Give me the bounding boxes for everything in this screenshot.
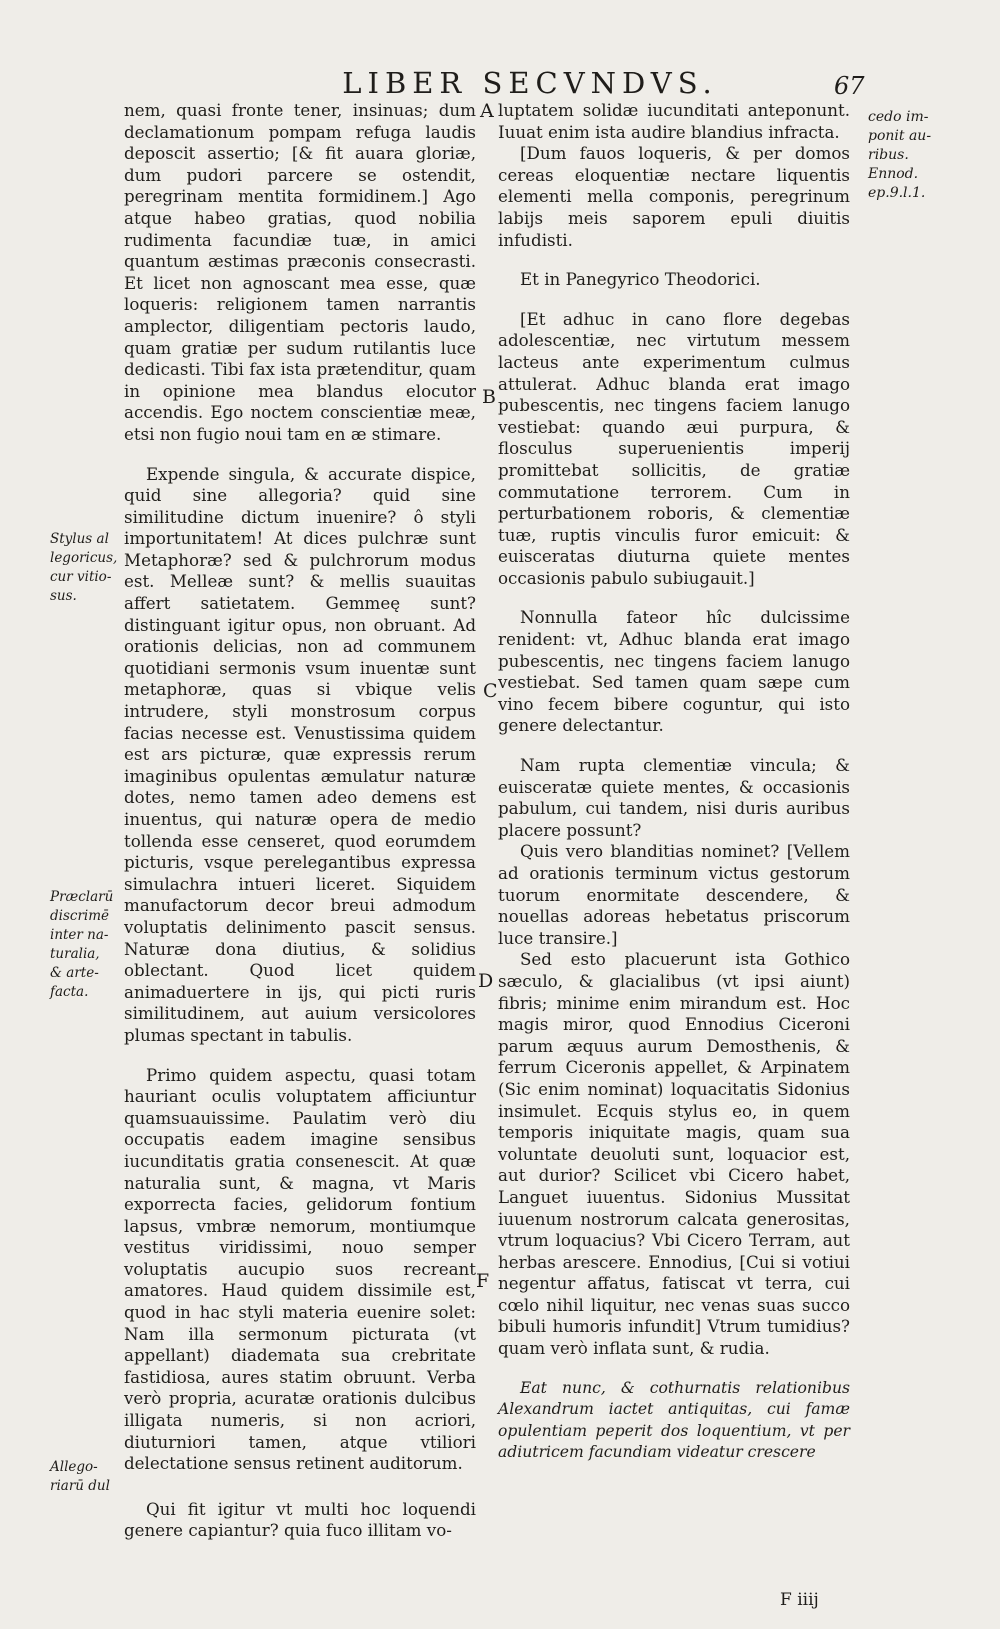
quotation: [Et adhuc in cano flore degebas adolescentiæ, nec virtutum messem lacteus ante experimentum culmus attulerat. Adhuc blanda erat imago pubescentis, nec tingens faciem lanugo vestiebat: quando æui purpura, & flosculus superuenientis imperij promittebat sollicitis, de gratiæ commutatione terrorem. Cum in perturbationem roboris, & clementiæ tuæ, ruptis vinculis furor emicuit: & euisceratas diuturna quiete mentes occasionis pabulo subiugauit.] <box>498 308 850 588</box>
margin-note-allegoriarum: Allego- riarū dul <box>50 1459 110 1494</box>
paragraph: Nonnulla fateor hîc dulcissime renident: vt, Adhuc blanda erat imago pubescentis, nec tingens faciem lanugo vestiebat. Sed tamen quam sæpe cum vino fecem bibere coguntur, qui isto genere delectantur. <box>498 607 850 736</box>
paragraph: Sed esto placuerunt ista Gothico sæculo, & glacialibus (vt ipsi aiunt) fibris; minime enim mirandum est. Hoc magis miror, quod Ennodius Ciceroni parum æquus aurum Demosthenis, & ferrum Ciceronis appellet, & Arpinatem (Sic enim nominat) loquacitatis Sidonius insimulet. Ecquis stylus eo, in quem temporis iniquitate magis, quam sua voluntate deuoluti sunt, loquacior est, aut durior? Scilicet vbi Cicero habet, Languet iuuentus. Sidonius Mussitat iuuenum nostrorum calcata generositas, vtrum loquacius? Vbi Cicero Terram, aut herbas arescere. Ennodius, [Cui si votiui negentur affatus, fatiscat vt terra, cui cœlo nihil liquitur, nec venas suas succo bibuli humoris infundit] Vtrum tumidius? quam verò inflata sunt, & rudia. <box>498 949 850 1359</box>
paragraph: Primo quidem aspectu, quasi totam hauriant oculis voluptatem afficiuntur quamsuauissime. Paulatim verò diu occupatis eadem imagine sensibus iucunditatis gratia consenescit. At quæ naturalia sunt, & magna, vt Maris exporrecta facies, gelidorum fontium lapsus, vmbræ nemorum, montiumque vestitus viridissimi, nouo semper voluptatis aucupio suos recreant amatores. Haud quidem dissimile est, quod in hac styli materia euenire solet: Nam illa sermonum picturata (vt appellant) diademata sua crebritate fastidiosa, aures statim obruunt. Verba verò propria, acuratæ orationis dulcibus illigata numeris, si non acriori, diuturniori tamen, atque vtiliori delectatione sensus retinent auditorum. <box>124 1064 476 1474</box>
paragraph: Expende singula, & accurate dispice, quid sine allegoria? quid sine similitudine dictum inuenire? ô styli importunitatem! At dices pulchræ sunt Metaphoræ? sed & pulchrorum modus est. Melleæ sunt? & mellis suauitas affert satietatem. Gemmeę sunt? distinguant igitur opus, non obruant. Ad orationis delicias, non ad communem quotidiani sermonis vsum inuentæ sunt metaphoræ, quas si vbique velis intrudere, styli monstrosum corpus facias necesse est. Venustissima quidem est ars picturæ, quæ expressis rerum imaginibus opulentas æmulatur naturæ dotes, nemo tamen adeo demens est inuentus, qui naturæ opera de medio tollenda esse censeret, quod eorumdem picturis, vsque perelegantibus expressa simulachra intueri liceret. Siquidem manufactorum decor breui admodum voluptatis delinimento pascit sensus. Naturæ dona diutius, & solidius oblectant. Quod licet quidem animaduertere in ijs, qui picti ruris similitudinem, aut auium versicolores plumas spectant in tabulis. <box>124 463 476 1045</box>
page-number: 67 <box>834 72 865 100</box>
paragraph: Quis vero blanditias nominet? [Vellem ad orationis terminum victus gestorum tuorum enormitate descendere, & nouellas adoreas hebetatus priscorum luce transire.] <box>498 841 850 948</box>
section-letter-d: D <box>478 970 494 992</box>
margin-note-discrimen: Præclarū discrimē inter na- turalia, & arte- facta. <box>50 889 114 1000</box>
margin-note-ennodius: cedo im- ponit au- ribus. Ennod. ep.9.l.1. <box>868 109 932 201</box>
running-title: LIBER SECVNDVS. <box>342 66 718 100</box>
paragraph: nem, quasi fronte tener, insinuas; dum declamationum pompam refuga laudis deposcit assertio; [& fit auara gloriæ, dum pudori parcere se ostendit, peregrinam mentita formidinem.] Ago atque habeo gratias, quod nobilia rudimenta facundiæ tuæ, in amici quantum æstimas præconis consecrasti. Et licet non agnoscant mea esse, quæ loqueris: religionem tamen narrantis amplector, diligentiam pectoris laudo, quam gratiæ per sudum rutilantis luce dedicasti. Tibi fax ista prætenditur, quam in opinione mea blandus elocutor accendis. Ego noctem conscientiæ meæ, etsi non fugio noui tam en æ stimare. <box>124 100 476 444</box>
left-column <box>124 100 476 1542</box>
citation-heading: Et in Panegyrico Theodorici. <box>520 269 761 290</box>
right-column <box>498 100 850 1464</box>
paragraph: Qui fit igitur vt multi hoc loquendi genere capiantur? quia fuco illitam vo- <box>124 1498 476 1541</box>
section-letter-b: B <box>482 386 496 408</box>
section-letter-c: C <box>483 680 498 702</box>
signature-mark: F iiij <box>780 1590 819 1610</box>
section-letter-f: F <box>476 1270 490 1292</box>
margin-note-stylus: Stylus al legoricus, cur vitio- sus. <box>50 531 118 604</box>
section-letter-a: A <box>480 100 494 122</box>
italic-quotation: Eat nunc, & cothurnatis relationibus Alexandrum iactet antiquitas, cui famæ opulentiam peperit dos loquentium, vt per adiutricem facundiam videatur crescere <box>498 1378 850 1462</box>
paragraph: luptatem solidæ iucunditati anteponunt. Iuuat enim ista audire blandius infracta. <box>498 100 850 142</box>
quotation: [Dum fauos loqueris, & per domos cereas eloquentiæ nectare liquentis elementi mella componis, peregrinum labijs meis saporem epuli diuitis infudisti. <box>498 143 850 250</box>
paragraph: Nam rupta clementiæ vincula; & euisceratæ quiete mentes, & occasionis pabulum, cui tandem, nisi duris auribus placere possunt? <box>498 755 850 840</box>
